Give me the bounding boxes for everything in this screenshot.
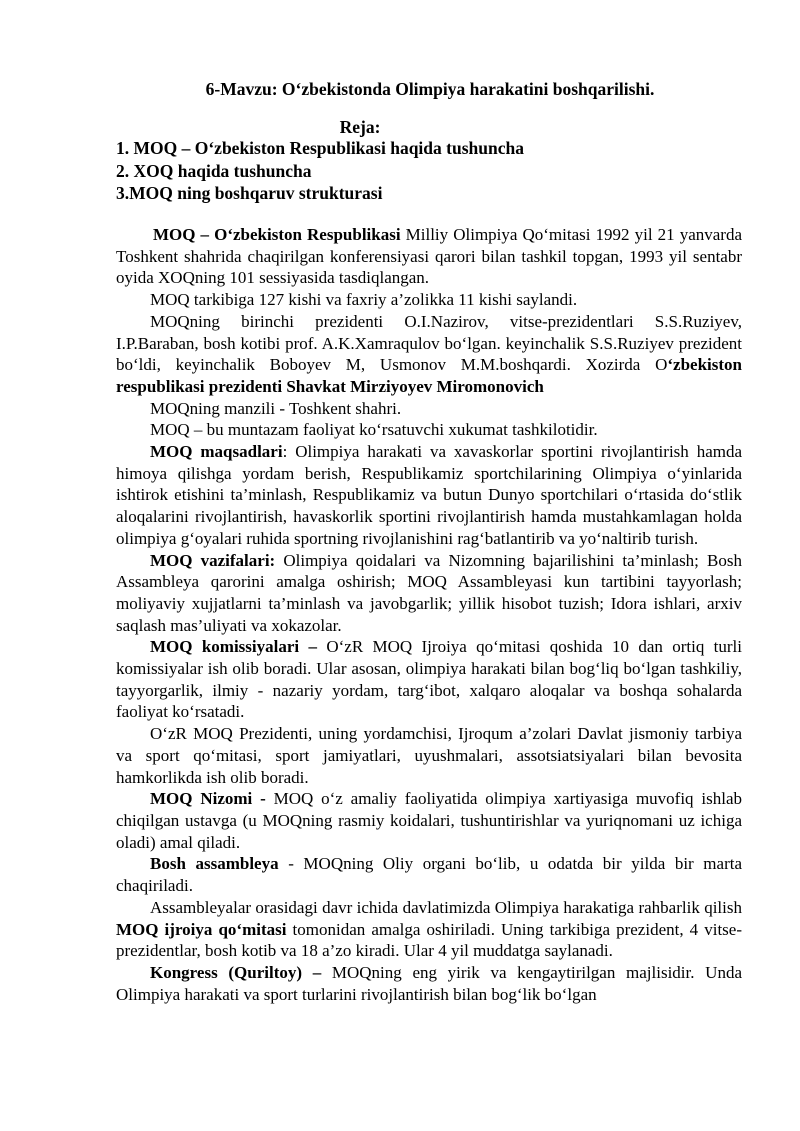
paragraph-bold-lead: MOQ komissiyalari –: [150, 637, 317, 657]
paragraph-bold-inline: MOQ ijroiya qo‘mitasi: [116, 919, 287, 939]
plan-item: 1. MOQ – O‘zbekiston Respublikasi haqida tushuncha: [116, 138, 524, 158]
paragraph-text: O‘zR MOQ Ijroiya qo‘mitasi qoshida 10 dan ortiq turli komissiyalar ish olib boradi. Ular asosan, olimpiya harakati bilan bog‘liq bo‘lgan tashkiliy, tayyorgarlik, ilmiy - nazariy yordam, targ‘ibot, xalqaro aloqalar va boshqa sohalarda faoliyat ko‘rsatadi.: [116, 637, 743, 722]
paragraph-charter: [116, 788, 742, 853]
document-body: [116, 224, 742, 1005]
paragraph-presidents: [116, 311, 742, 398]
plan-list: [116, 137, 524, 205]
paragraph-moq-intro: [116, 224, 742, 289]
paragraph-text: MOQning manzili - Toshkent shahri.: [150, 398, 402, 418]
paragraph-bold-lead: MOQ Nizomi -: [150, 789, 266, 809]
paragraph-text: Assambleyalar orasidagi davr ichida davlatimizda Olimpiya harakatiga rahbarlik qilish: [150, 897, 742, 917]
paragraph-bold-lead: Bosh assambleya: [150, 854, 279, 874]
paragraph-cooperation: [116, 723, 742, 788]
paragraph-text: Olimpiya qoidalari va Nizomning bajarilishini ta’minlash; Bosh Assambleya qarorini amalga oshirish; MOQ Assambleyasi kun tartibini tayyorlash; moliyaviy xujjatlarni ta’minlash va javobgarlik; yillik hisobot tuzish; Idora ishlari, arxiv saqlash mas’uliyati va xokazolar.: [116, 550, 742, 635]
paragraph-goals: [116, 441, 742, 550]
paragraph-text: tomonidan amalga oshiriladi. Uning tarkibiga prezident, 4 vitse-prezidentlar, bosh kotib va 18 a’zo kiradi. Ular 4 yil muddatga saylanadi.: [116, 919, 742, 961]
paragraph-text: : Olimpiya harakati va xavaskorlar sportini rivojlantirish hamda himoya qilishga yordam berish, Respublikamiz sportchilarining Olimpiya o‘yinlarida ishtirok etishini ta’minlash, Respublikamiz va butun Dunyo sportchilari o‘rtasida do‘stlik aloqalarini rivojlantirish, havaskorlik sportini rivojlantirish hamda mustahkamlagan holda olimpiya g‘oyalari ruhida sportning rivojlanishini rag‘batlantirib va yo‘naltirib turish.: [116, 442, 743, 548]
plan-heading: Reja:: [339, 117, 381, 137]
paragraph-congress: [116, 962, 742, 1005]
document-title: 6-Mavzu: O‘zbekistonda Olimpiya harakatini boshqarilishi.: [205, 79, 655, 99]
paragraph-address: [116, 398, 742, 420]
paragraph-text: O‘zR MOQ Prezidenti, uning yordamchisi, Ijroqum a’zolari Davlat jismoniy tarbiya va sport qo‘mitasi, sport jamiyatlari, uyushmalari, assotsiatsiyalari bilan bevosita hamkorlikda ish olib boradi.: [116, 724, 742, 787]
paragraph-definition: [116, 419, 742, 441]
paragraph-text: MOQ o‘z amaliy faoliyatida olimpiya xartiyasiga muvofiq ishlab chiqilgan ustavga (u MOQning rasmiy koidalari, tushuntirishlar va yuriqnomani uz ichiga oladi) amal qiladi.: [116, 789, 743, 852]
paragraph-text: MOQning birinchi prezidenti O.I.Nazirov, vitse-prezidentlari S.S.Ruziyev, I.P.Baraban, bosh kotibi prof. A.K.Xamraqulov bo‘lgan. keyinchalik S.S.Ruziyev prezident bo‘ldi, keyinchalik Boboyev M, Usmonov M.M.boshqardi. Xozirda O: [116, 311, 742, 375]
paragraph-bold-tail: ‘zbekiston respublikasi prezidenti Shavkat Mirziyoyev Miromonovich: [116, 355, 742, 396]
paragraph-bold-lead: MOQ maqsadlari: [150, 442, 283, 462]
paragraph-commissions: [116, 636, 742, 723]
paragraph-tasks: [116, 550, 742, 637]
paragraph-text: MOQ – bu muntazam faoliyat ko‘rsatuvchi xukumat tashkilotidir.: [150, 420, 598, 440]
paragraph-composition: [116, 289, 742, 311]
paragraph-text: Milliy Olimpiya Qo‘mitasi 1992 yil 21 yanvarda Toshkent shahrida chaqirilgan konferensiyasi qarori bilan tashkil topgan, 1993 yil sentabr oyida XOQning 101 sessiyasida tasdiqlangan.: [116, 225, 742, 288]
paragraph-text: MOQ tarkibiga 127 kishi va faxriy a’zolikka 11 kishi saylandi.: [150, 290, 578, 310]
paragraph-general-assembly: [116, 853, 742, 896]
plan-item: 2. XOQ haqida tushuncha: [116, 160, 312, 181]
paragraph-bold-lead: Kongress (Quriltoy) –: [150, 962, 322, 982]
paragraph-text: MOQning eng yirik va kengaytirilgan majlisidir. Unda Olimpiya harakati va sport turlarini rivojlantirish bilan bog‘lik bo‘lgan: [116, 962, 742, 1004]
paragraph-bold-lead: MOQ – O‘zbekiston Respublikasi: [153, 225, 401, 244]
paragraph-bold-lead: MOQ vazifalari:: [150, 550, 276, 570]
paragraph-text: - MOQning Oliy organi bo‘lib, u odatda bir yilda bir marta chaqiriladi.: [116, 854, 742, 896]
paragraph-executive-committee: [116, 897, 742, 962]
plan-item: 3.MOQ ning boshqaruv strukturasi: [116, 183, 383, 203]
